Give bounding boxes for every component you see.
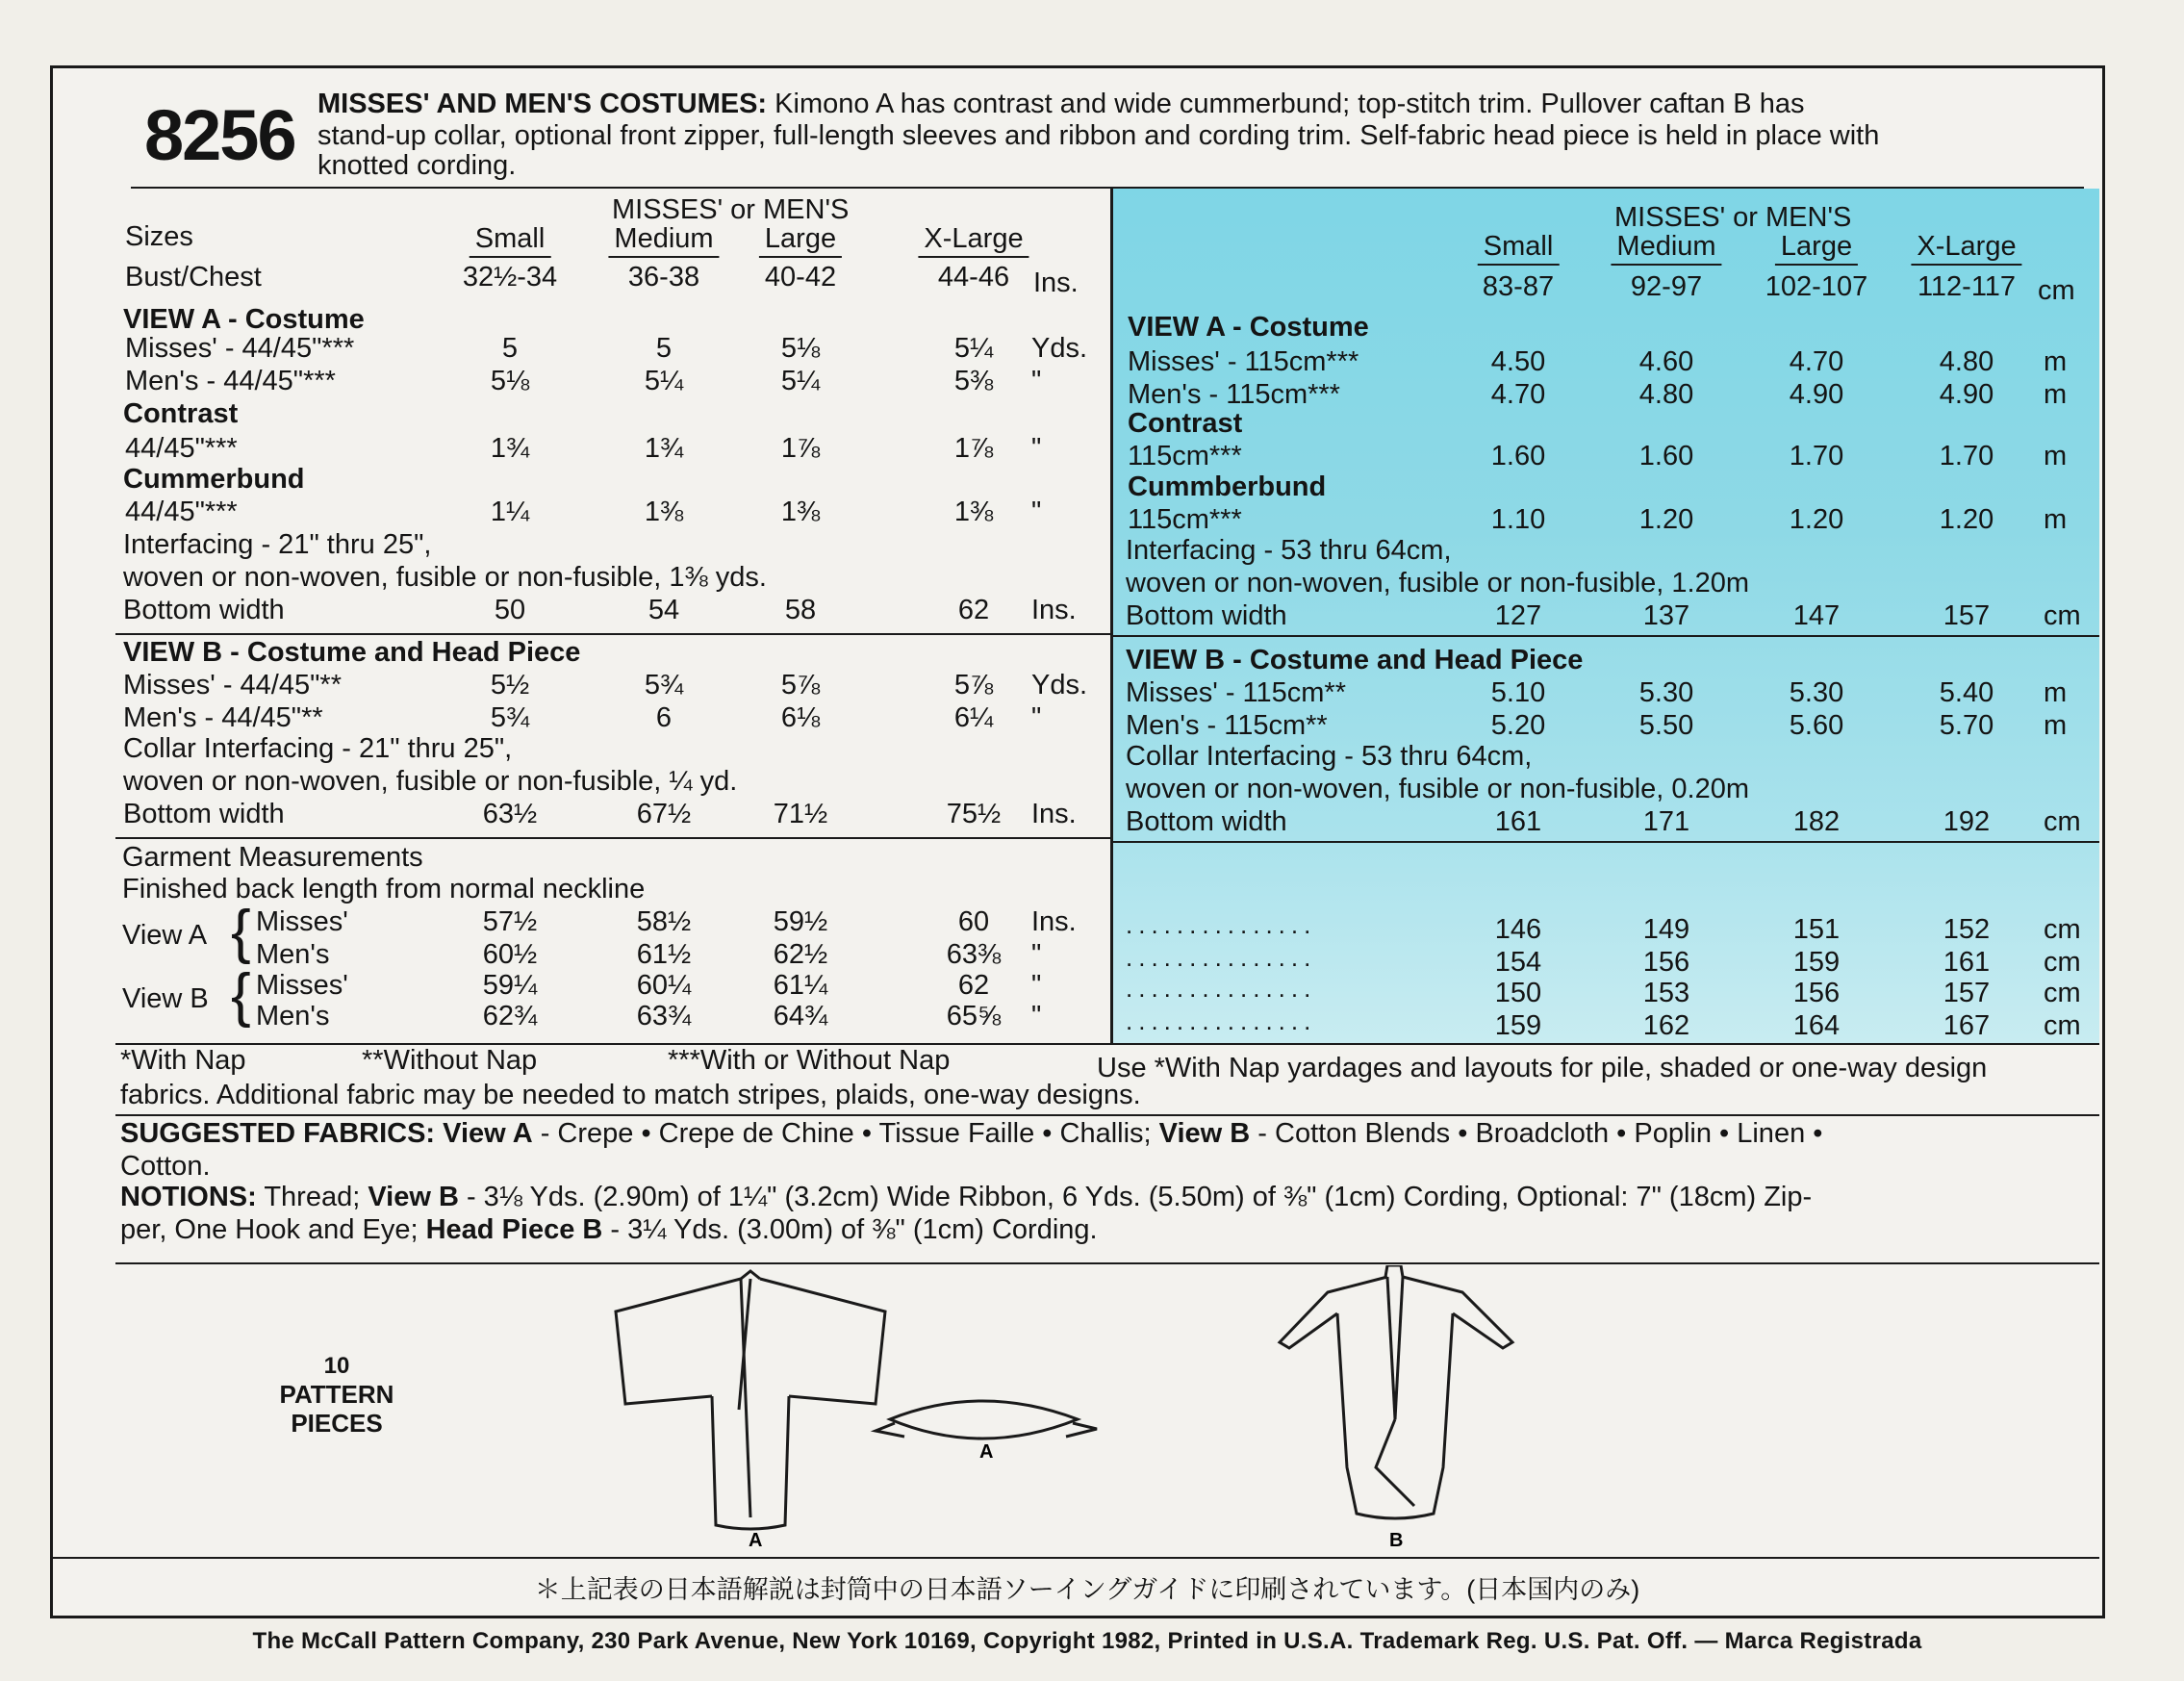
left-viewB-bottom-unit: Ins.: [1031, 799, 1077, 829]
right-viewA-bottom-unit: cm: [2044, 600, 2081, 631]
right-contrast-value-0: 1.60: [1490, 441, 1546, 471]
footer-copyright: The McCall Pattern Company, 230 Park Avenue, New York 10169, Copyright 1982, Printed in U.S.A. Trademark Reg. U.S. Pat. Off. — Marca Registrada: [252, 1628, 1922, 1654]
sketch-label-b: B: [1389, 1530, 1404, 1551]
right-viewB-bottom-label: Bottom width: [1126, 806, 1287, 837]
right-viewA-mens-unit: m: [2044, 379, 2068, 410]
right-viewB-misses-value-1: 5.30: [1638, 677, 1694, 708]
column-divider: [1110, 189, 1113, 1043]
left-garment-row-3-value-1: 63¾: [636, 1001, 692, 1032]
left-viewB-misses-unit: Yds.: [1031, 670, 1088, 700]
header-line-1: [317, 89, 1804, 120]
right-viewB-mens-value-1: 5.50: [1638, 710, 1694, 741]
left-viewA-bottom-value-2: 58: [784, 595, 817, 625]
pattern-number: 8256: [144, 95, 295, 175]
left-viewB-title: VIEW B - Costume and Head Piece: [123, 637, 581, 668]
right-viewB-misses-label: Misses' - 115cm**: [1126, 677, 1346, 708]
right-contrast-value-3: 1.70: [1939, 441, 1994, 471]
left-viewA-bottom-label: Bottom width: [123, 595, 285, 625]
nap-note-line2: fabrics. Additional fabric may be needed to match stripes, plaids, one-way designs.: [120, 1080, 1141, 1110]
left-garment-row-3-value-3: 65⅝: [946, 1001, 1002, 1032]
left-cummer-value-0: 1¼: [490, 497, 530, 527]
right-viewA-title: VIEW A - Costume: [1128, 312, 1369, 343]
left-viewB-mens-value-0: 5¾: [490, 702, 530, 733]
header-title: MISSES' AND MEN'S COSTUMES:: [317, 89, 768, 119]
fabrics-viewB-text: - Cotton Blends • Broadcloth • Poplin • Linen •: [1257, 1118, 1823, 1149]
right-viewA-misses-value-2: 4.70: [1789, 346, 1844, 377]
pieces-line2: PIECES: [291, 1409, 383, 1438]
right-contrast-value-1: 1.60: [1638, 441, 1694, 471]
right-viewA-bottom-value-1: 137: [1642, 600, 1690, 631]
left-size-3: X-Large: [918, 223, 1029, 258]
right-viewA-misses-label: Misses' - 115cm***: [1128, 346, 1359, 377]
right-viewA-bottom-value-2: 147: [1792, 600, 1841, 631]
notions-t3: per, One Hook and Eye;: [120, 1214, 419, 1245]
left-garment-row-0-value-2: 59½: [773, 906, 828, 937]
right-size-1: Medium: [1611, 231, 1721, 266]
viewB-garment-rule-left: [115, 837, 1110, 839]
right-bust-2: 102-107: [1765, 271, 1868, 302]
left-viewA-misses-value-0: 5: [501, 333, 519, 364]
garment-subtitle: Finished back length from normal neckline: [122, 874, 646, 904]
left-viewB-misses-label: Misses' - 44/45"**: [123, 670, 342, 700]
sizes-label: Sizes: [125, 221, 193, 252]
right-contrast-unit: m: [2044, 441, 2068, 471]
left-viewA-bottom-unit: Ins.: [1031, 595, 1077, 625]
garment-title: Garment Measurements: [122, 842, 423, 873]
left-garment-row-3-value-0: 62¾: [482, 1001, 538, 1032]
brace-viewA: {: [231, 899, 251, 965]
right-viewB-interfacing-1: Collar Interfacing - 53 thru 64cm,: [1126, 741, 1533, 772]
left-cummer-title: Cummerbund: [123, 464, 305, 495]
bust-label: Bust/Chest: [125, 262, 262, 293]
right-viewB-misses-value-0: 5.10: [1490, 677, 1546, 708]
left-viewA-bottom-value-0: 50: [494, 595, 526, 625]
right-cummer-title: Cummberbund: [1128, 471, 1327, 502]
right-garment-row-2-unit: cm: [2044, 978, 2081, 1008]
viewB-garment-rule-right: [1113, 841, 2099, 843]
viewA-viewB-rule-left: [115, 633, 1110, 635]
left-contrast-value-0: 1¾: [490, 433, 530, 464]
left-viewA-mens-label: Men's - 44/45"***: [125, 366, 336, 396]
left-viewB-mens-value-3: 6¼: [953, 702, 994, 733]
left-bust-unit: Ins.: [1033, 267, 1079, 298]
right-garment-row-0-unit: cm: [2044, 914, 2081, 945]
left-contrast-value-1: 1¾: [644, 433, 684, 464]
viewA-viewB-rule-right: [1113, 635, 2099, 637]
left-viewA-mens-value-2: 5¼: [780, 366, 821, 396]
notions-t1: Thread;: [264, 1182, 361, 1212]
notions-t2: - 3⅛ Yds. (2.90m) of 1¼" (3.2cm) Wide Ribbon, 6 Yds. (5.50m) of ⅜" (1cm) Cording, Optional: 7" (18cm) Zip-: [466, 1182, 1813, 1212]
left-contrast-title: Contrast: [123, 398, 239, 429]
left-garment-row-2-value-3: 62: [957, 970, 990, 1001]
left-viewB-bottom-value-0: 63½: [482, 799, 538, 829]
right-garment-dots-1: ...............: [1126, 943, 1317, 972]
right-viewB-bottom-value-1: 171: [1642, 806, 1690, 837]
kimono-sketch: [616, 1271, 885, 1529]
garment-viewB-label: View B: [122, 983, 209, 1014]
right-garment-row-2-value-2: 156: [1792, 978, 1841, 1008]
notions-t4: - 3¼ Yds. (3.00m) of ⅜" (1cm) Cording.: [610, 1214, 1098, 1245]
left-garment-row-0-label: Misses': [256, 906, 348, 937]
right-viewB-misses-value-2: 5.30: [1789, 677, 1844, 708]
right-size-0: Small: [1478, 231, 1560, 266]
left-viewA-title: VIEW A - Costume: [123, 304, 365, 335]
right-viewB-mens-unit: m: [2044, 710, 2068, 741]
left-viewA-mens-value-1: 5¼: [644, 366, 684, 396]
right-garment-row-1-value-0: 154: [1494, 947, 1542, 978]
right-cummer-value-1: 1.20: [1638, 504, 1694, 535]
left-garment-row-3-value-2: 64¾: [773, 1001, 828, 1032]
left-bust-2: 40-42: [764, 262, 837, 293]
right-garment-row-3-value-1: 162: [1642, 1010, 1690, 1041]
left-viewA-interfacing-1: Interfacing - 21" thru 25",: [123, 529, 432, 560]
header-desc-1: Kimono A has contrast and wide cummerbund; top-stitch trim. Pullover caftan B has: [775, 89, 1805, 119]
right-garment-row-0-value-0: 146: [1494, 914, 1542, 945]
notions-line-2: [120, 1214, 1098, 1246]
right-garment-row-3-value-0: 159: [1494, 1010, 1542, 1041]
right-garment-row-2-value-3: 157: [1943, 978, 1991, 1008]
right-viewB-mens-value-0: 5.20: [1490, 710, 1546, 741]
right-viewB-mens-label: Men's - 115cm**: [1126, 710, 1328, 741]
right-garment-row-2-value-1: 153: [1642, 978, 1690, 1008]
left-bust-0: 32½-34: [462, 262, 558, 293]
nap-note-use: Use *With Nap yardages and layouts for pile, shaded or one-way design: [1097, 1053, 1988, 1083]
left-size-2: Large: [759, 223, 842, 258]
right-viewB-bottom-value-3: 192: [1943, 806, 1991, 837]
right-contrast-label: 115cm***: [1128, 441, 1242, 471]
right-size-3: X-Large: [1911, 231, 2021, 266]
right-viewA-misses-unit: m: [2044, 346, 2068, 377]
left-size-1: Medium: [608, 223, 719, 258]
right-bust-0: 83-87: [1482, 271, 1555, 302]
right-viewB-bottom-value-0: 161: [1494, 806, 1542, 837]
notions-rule: [115, 1262, 2099, 1264]
right-garment-row-1-value-2: 159: [1792, 947, 1841, 978]
right-garment-row-0-value-2: 151: [1792, 914, 1841, 945]
left-garment-row-1-value-3: 63⅜: [946, 939, 1002, 970]
right-viewA-mens-label: Men's - 115cm***: [1128, 379, 1340, 410]
left-viewA-interfacing-2: woven or non-woven, fusible or non-fusible, 1⅜ yds.: [123, 562, 767, 593]
right-viewB-bottom-value-2: 182: [1792, 806, 1841, 837]
garment-sketches: [597, 1265, 1559, 1554]
left-viewA-mens-unit: ": [1031, 366, 1042, 396]
japanese-note: ＊上記表の日本語解説は封筒中の日本語ソーイングガイドに印刷されています。(日本国内のみ): [534, 1575, 1640, 1604]
left-size-0: Small: [470, 223, 551, 258]
left-garment-row-3-unit: ": [1031, 1001, 1042, 1032]
left-viewB-bottom-label: Bottom width: [123, 799, 285, 829]
left-garment-row-0-unit: Ins.: [1031, 906, 1077, 937]
right-viewA-mens-value-0: 4.70: [1490, 379, 1546, 410]
right-garment-row-1-unit: cm: [2044, 947, 2081, 978]
right-group-label: MISSES' or MEN'S: [1614, 202, 1852, 233]
left-garment-row-2-unit: ": [1031, 970, 1042, 1001]
left-viewA-misses-unit: Yds.: [1031, 333, 1088, 364]
right-garment-row-3-unit: cm: [2044, 1010, 2081, 1041]
right-viewA-mens-value-2: 4.90: [1789, 379, 1844, 410]
pieces-line1: PATTERN: [279, 1380, 394, 1409]
left-viewB-misses-value-2: 5⅞: [780, 670, 821, 700]
right-bust-unit: cm: [2038, 275, 2075, 306]
right-viewA-mens-value-1: 4.80: [1638, 379, 1694, 410]
left-bust-1: 36-38: [627, 262, 700, 293]
fabrics-viewB-label: View B: [1158, 1118, 1251, 1149]
right-cummer-value-2: 1.20: [1789, 504, 1844, 535]
left-bust-3: 44-46: [937, 262, 1010, 293]
right-viewB-title: VIEW B - Costume and Head Piece: [1126, 645, 1584, 675]
notions-head-label: Head Piece B: [425, 1214, 603, 1245]
left-cummer-value-3: 1⅜: [953, 497, 994, 527]
left-viewB-bottom-value-3: 75½: [946, 799, 1002, 829]
fabrics-label: SUGGESTED FABRICS:: [120, 1118, 436, 1149]
right-garment-row-0-value-3: 152: [1943, 914, 1991, 945]
right-viewB-mens-value-2: 5.60: [1789, 710, 1844, 741]
fabrics-viewA-text: - Crepe • Crepe de Chine • Tissue Faille • Challis;: [540, 1118, 1152, 1149]
left-viewB-misses-value-1: 5¾: [644, 670, 684, 700]
left-garment-row-1-label: Men's: [256, 939, 330, 970]
left-group-label: MISSES' or MEN'S: [612, 194, 850, 225]
right-viewB-mens-value-3: 5.70: [1939, 710, 1994, 741]
right-garment-row-3-value-2: 164: [1792, 1010, 1841, 1041]
cummerbund-sketch: [876, 1401, 1097, 1439]
right-garment-dots-2: ...............: [1126, 974, 1317, 1003]
right-cummer-value-0: 1.10: [1490, 504, 1546, 535]
left-viewA-mens-value-3: 5⅜: [953, 366, 994, 396]
left-garment-row-2-value-2: 61¼: [773, 970, 828, 1001]
nap-note-1: *With Nap: [120, 1045, 246, 1076]
left-cummer-unit: ": [1031, 497, 1042, 527]
right-viewA-interfacing-2: woven or non-woven, fusible or non-fusible, 1.20m: [1126, 568, 1750, 599]
left-garment-row-1-value-1: 61½: [636, 939, 692, 970]
fabrics-viewA-label: View A: [443, 1118, 533, 1149]
right-contrast-title: Contrast: [1128, 408, 1243, 439]
right-garment-row-1-value-3: 161: [1943, 947, 1991, 978]
left-viewB-interfacing-1: Collar Interfacing - 21" thru 25",: [123, 733, 513, 764]
right-bust-1: 92-97: [1630, 271, 1703, 302]
left-viewA-bottom-value-3: 62: [957, 595, 990, 625]
right-viewA-interfacing-1: Interfacing - 53 thru 64cm,: [1126, 535, 1452, 566]
left-viewA-mens-value-0: 5⅛: [490, 366, 530, 396]
left-viewB-mens-value-1: 6: [655, 702, 673, 733]
left-viewB-bottom-value-2: 71½: [773, 799, 828, 829]
right-cummer-unit: m: [2044, 504, 2068, 535]
suggested-fabrics: [120, 1118, 1822, 1150]
right-garment-dots-0: ...............: [1126, 910, 1317, 939]
left-viewB-misses-value-0: 5½: [490, 670, 530, 700]
right-viewA-bottom-value-3: 157: [1943, 600, 1991, 631]
nap-note-3: ***With or Without Nap: [668, 1045, 951, 1076]
right-garment-row-1-value-1: 156: [1642, 947, 1690, 978]
left-garment-row-3-label: Men's: [256, 1001, 330, 1032]
right-contrast-value-2: 1.70: [1789, 441, 1844, 471]
pieces-count: 10: [323, 1353, 350, 1379]
garment-viewA-label: View A: [122, 920, 208, 951]
right-bust-3: 112-117: [1917, 271, 2017, 302]
brace-viewB: {: [231, 962, 251, 1029]
left-viewB-interfacing-2: woven or non-woven, fusible or non-fusible, ¼ yd.: [123, 766, 738, 797]
sketch-label-a: A: [749, 1530, 763, 1551]
header-rule: [131, 187, 2084, 189]
left-garment-row-2-value-1: 60¼: [636, 970, 692, 1001]
right-garment-row-2-value-0: 150: [1494, 978, 1542, 1008]
left-contrast-value-3: 1⅞: [953, 433, 994, 464]
left-cummer-label: 44/45"***: [125, 497, 238, 527]
sketch-label-cummer: A: [979, 1441, 994, 1463]
left-garment-row-1-value-2: 62½: [773, 939, 828, 970]
left-viewB-bottom-value-1: 67½: [636, 799, 692, 829]
right-viewA-misses-value-3: 4.80: [1939, 346, 1994, 377]
right-size-2: Large: [1775, 231, 1858, 266]
left-garment-row-2-label: Misses': [256, 970, 348, 1001]
left-viewA-misses-value-1: 5: [655, 333, 673, 364]
left-viewA-bottom-value-1: 54: [648, 595, 680, 625]
left-viewA-misses-value-2: 5⅛: [780, 333, 821, 364]
nap-note-2: **Without Nap: [362, 1045, 538, 1076]
fabrics-line2: Cotton.: [120, 1151, 211, 1182]
left-viewB-mens-label: Men's - 44/45"**: [123, 702, 323, 733]
right-viewB-misses-unit: m: [2044, 677, 2068, 708]
header-desc-3: knotted cording.: [317, 150, 517, 181]
japanese-rule: [53, 1557, 2099, 1559]
right-cummer-value-3: 1.20: [1939, 504, 1994, 535]
left-viewA-misses-value-3: 5¼: [953, 333, 994, 364]
left-cummer-value-2: 1⅜: [780, 497, 821, 527]
left-garment-row-2-value-0: 59¼: [482, 970, 538, 1001]
left-garment-row-0-value-0: 57½: [482, 906, 538, 937]
left-garment-row-0-value-3: 60: [957, 906, 990, 937]
right-viewA-misses-value-0: 4.50: [1490, 346, 1546, 377]
right-garment-dots-3: ...............: [1126, 1006, 1317, 1035]
right-garment-row-0-value-1: 149: [1642, 914, 1690, 945]
right-viewA-bottom-label: Bottom width: [1126, 600, 1287, 631]
right-viewA-mens-value-3: 4.90: [1939, 379, 1994, 410]
notions-line-1: [120, 1182, 1812, 1213]
left-garment-row-1-value-0: 60½: [482, 939, 538, 970]
right-viewA-bottom-value-0: 127: [1494, 600, 1542, 631]
right-cummer-label: 115cm***: [1128, 504, 1242, 535]
left-garment-row-1-unit: ": [1031, 939, 1042, 970]
left-viewB-mens-unit: ": [1031, 702, 1042, 733]
left-viewB-mens-value-2: 6⅛: [780, 702, 821, 733]
right-garment-row-3-value-3: 167: [1943, 1010, 1991, 1041]
right-viewB-misses-value-3: 5.40: [1939, 677, 1994, 708]
right-viewB-bottom-unit: cm: [2044, 806, 2081, 837]
left-viewA-misses-label: Misses' - 44/45"***: [125, 333, 355, 364]
right-viewB-interfacing-2: woven or non-woven, fusible or non-fusible, 0.20m: [1126, 774, 1750, 804]
header-desc-2: stand-up collar, optional front zipper, full-length sleeves and ribbon and cording trim. Self-fabric head piece is held in place with: [317, 120, 1880, 151]
notions-viewB-label: View B: [368, 1182, 459, 1212]
notions-label: NOTIONS:: [120, 1182, 257, 1212]
left-garment-row-0-value-1: 58½: [636, 906, 692, 937]
left-contrast-unit: ": [1031, 433, 1042, 464]
notes-rule: [115, 1114, 2099, 1116]
left-contrast-label: 44/45"***: [125, 433, 238, 464]
right-viewA-misses-value-1: 4.60: [1638, 346, 1694, 377]
left-contrast-value-2: 1⅞: [780, 433, 821, 464]
left-cummer-value-1: 1⅜: [644, 497, 684, 527]
left-viewB-misses-value-3: 5⅞: [953, 670, 994, 700]
caftan-sketch: [1280, 1265, 1512, 1518]
